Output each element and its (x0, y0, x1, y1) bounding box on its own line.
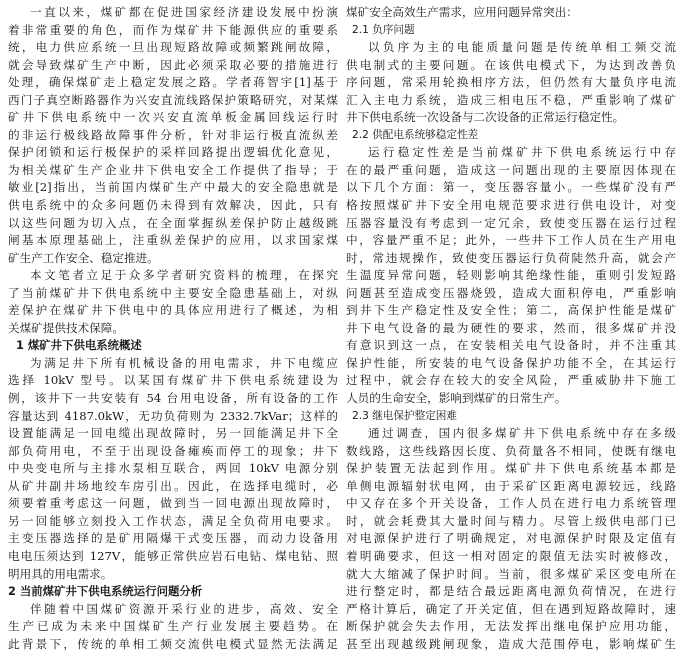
text-line: 有意识到这一点，在安装相关电气设备时，并不注重其 (346, 338, 676, 353)
text-line: 为满足井下所有机械设备的用电需求，井下电缆应 (30, 355, 338, 370)
text-line: 西门子真空断路器作为兴安直流线路保护策略研究，对某煤 (8, 92, 338, 107)
text-line: 到井下生产稳定性及安全性；第二，高保护性能是煤矿 (346, 303, 676, 318)
text-line: 例，该井下一共安装有 54 台用电设备，所有设备的工作 (8, 391, 338, 406)
text-line: 以下几个方面：第一，变压器容量小。一些煤矿没有严 (346, 180, 676, 195)
section-2-paragraph (8, 601, 338, 653)
text-line: 格按照煤矿井下安全用电规范要求进行供电设计，对变 (346, 198, 676, 213)
text-line: 保护性能，所安装的电气设备保护功能不全，在其运行 (346, 355, 676, 370)
text-line: 着明确要求，但这一相对固定的限值无法实时被修改， (346, 548, 676, 563)
text-line: 供电系统中的众多问题仍未得到有效解决，因此，只有 (8, 198, 338, 213)
text-line: 中央变电所与主排水泵相互联合，两回 10kV 电源分别 (8, 461, 338, 476)
text-line: 单侧电源辐射状电网，由于采矿区距离电源较远，线路 (346, 478, 676, 493)
text-line: 人员的生命安全，影响到煤矿的日常生产。 (346, 391, 567, 406)
text-line: 另一回能够立刻投入工作状态，满足全负荷用电要求。 (8, 513, 338, 528)
text-line: 保护闭锁和运行极保护的采样回路提出逻辑优化意见， (8, 145, 338, 160)
text-line: 数线路，这些线路因长度、负荷量各不相同，使既有继电 (346, 443, 676, 458)
summary-paragraph (8, 267, 338, 337)
text-line: 为相关煤矿生产企业井下供电安全工作提供了指导；于 (8, 162, 338, 177)
text-line: 明用具的用电需求。 (8, 566, 113, 581)
text-line: 以这些问题为切入点，在全面掌握纵差保护防止越级跳 (8, 215, 338, 230)
subsection-2-2-paragraph (346, 144, 676, 407)
subsection-2-2-heading: 2.2 供配电系统够稳定性差 (352, 128, 479, 141)
text-line: 甚至出现越级跳闸现象，造成大范围停电，影响煤矿生 (346, 636, 676, 651)
subsection-2-3-paragraph (346, 425, 676, 653)
text-line: 过程中，就会存在较大的安全风险，严重威胁井下施工 (346, 373, 676, 388)
text-line: 进行整定时，都是结合最远距离电源负荷情况，在进行 (346, 584, 676, 599)
text-line: 保护装置无法起到作用。煤矿井下供电系统基本都是 (346, 461, 676, 476)
text-line: 以负序为主的电能质量问题是传统单相工频交流 (368, 40, 676, 55)
text-line: 伴随着中国煤矿资源开采行业的进步，高效、安全 (30, 601, 338, 616)
text-line: 就会导致煤矿生产中断，因此必须采取必要的措施进行 (8, 57, 338, 72)
text-line: 问题甚至造成变压器烧毁，造成大面积停电，严重影响 (346, 285, 676, 300)
text-line: 中，容量严重不足；此外，一些井下工作人员在生产用电 (346, 233, 676, 248)
text-line: 序问题，常采用轮换相序方法，但仍然有大量负序电流 (346, 75, 676, 90)
text-line: 须要着重考虑这一问题，做到当一回电源出现故障时， (8, 496, 338, 511)
subsection-2-1-paragraph (346, 39, 676, 127)
text-line: 井下供电系统一次设备与二次设备的正常运行稳定性。 (346, 110, 625, 125)
text-line: 通过调查，国内很多煤矿井下供电系统中存在多级 (368, 426, 676, 441)
section-2-continuation (346, 4, 676, 22)
left-column (8, 4, 338, 653)
section-1-heading: 1 煤矿井下供电系统概述 (16, 338, 142, 353)
text-line: 煤矿安全高效生产需求，应用问题异常突出： (346, 5, 578, 19)
text-line: 对电源保护进行了明确规定，对电源保护时限及定值有 (346, 531, 676, 546)
text-line: 处理，确保煤矿走上稳定发展之路。学者蒋智宇[1]基于 (8, 75, 338, 90)
text-line: 本文笔者立足于众多学者研究资料的梳理，在探究 (30, 268, 338, 283)
text-line: 部负荷用电，不至于出现设备瘫痪而停工的现象；井下 (8, 443, 338, 458)
text-line: 容量达到 4187.0kW，无功负荷则为 2332.7kVar；这样的 (8, 408, 338, 423)
text-line: 矿井下供电系统中一次兴安直流单板金属回线运行时 (8, 110, 338, 125)
text-line: 就大大缩减了保护时间。当前，很多煤矿采区变电所在 (346, 566, 676, 581)
text-line: 严格计算后，确定了开关定值，但在遇到短路故障时，速 (346, 601, 676, 616)
text-line: 生温度异常问题，轻则影响其绝缘性能，重则引发短路 (346, 268, 676, 283)
text-line: 此背景下，传统的单相工频交流供电模式显然无法满足 (8, 636, 338, 651)
text-line: 关煤矿提供技术保障。 (8, 320, 124, 335)
text-line: 一直以来，煤矿都在促进国家经济建设发展中扮演 (30, 5, 338, 19)
text-line: 差保护在煤矿井下供电中的具体应用进行了概述，为相 (8, 303, 338, 318)
subsection-2-3-heading: 2.3 继电保护整定困难 (352, 409, 457, 422)
text-line: 时，常违规操作，致使变压器运行负荷陡然升高，就会产 (346, 250, 676, 265)
text-line: 了当前煤矿井下供电系统中主要安全隐患基础上，对纵 (8, 285, 338, 300)
text-line: 从矿井副井场地绞车房引出。因此，在选择电缆时，必 (8, 478, 338, 493)
subsection-2-1-heading: 2.1 负序问题 (352, 23, 415, 36)
text-line: 的非运行极线路故障事件分析，针对非运行极直流纵差 (8, 127, 338, 142)
text-line: 统，电力供应系统一旦出现短路故障或频繁跳闸故障， (8, 40, 338, 55)
text-line: 主变压器选择的是矿用隔爆干式变压器，而动力设备用 (8, 531, 338, 546)
text-line: 设置能满足一回电缆出现故障时，另一回能满足井下全 (8, 426, 338, 441)
text-line: 断保护就会失去作用，无法发挥出继电保护应用功能， (346, 619, 676, 634)
text-line: 在的最严重问题，造成这一问题出现的主要原因体现在 (346, 162, 676, 177)
text-line: 闸基本原理基础上，注重纵差保护的应用，以求国家煤 (8, 233, 338, 248)
text-line: 压器容量没有考虑到一定冗余，致使变压器在运行过程 (346, 215, 676, 230)
text-line: 汇入主电力系统，造成三相电压不稳，严重影响了煤矿 (346, 92, 676, 107)
text-line: 运行稳定性差是当前煤矿井下供电系统运行中存 (368, 145, 676, 160)
intro-paragraph (8, 4, 338, 267)
right-column (346, 4, 676, 653)
text-line: 着非常重要的角色，而作为煤矿井下能源供应的重要系 (8, 22, 338, 37)
section-2-heading: 2 当前煤矿井下供电系统运行问题分析 (8, 584, 203, 599)
text-line: 供电制式的主要问题。在该供电模式下，为达到改善负 (346, 57, 676, 72)
text-line: 矿生产工作安全、稳定推进。 (8, 250, 159, 265)
text-line: 中又存在多个开关设备，工作人员在进行电力系统管理 (346, 496, 676, 511)
text-line: 敏业[2]指出，当前国内煤矿生产中最大的安全隐患就是 (8, 180, 338, 195)
text-line: 时，就会耗费其大量时间与精力。尽管上级供电部门已 (346, 513, 676, 528)
text-line: 电电压须达到 127V，能够正常供应岩石电钻、煤电钻、照 (8, 548, 338, 563)
text-line: 井下电气设备的最为硬性的要求，然而，很多煤矿并没 (346, 320, 676, 335)
text-line: 生产已成为未来中国煤矿生产行业发展主要趋势。在 (8, 619, 338, 634)
section-1-paragraph (8, 355, 338, 583)
text-line: 选择 10kV 型号。以某国有煤矿井下供电系统建设为 (8, 373, 338, 388)
